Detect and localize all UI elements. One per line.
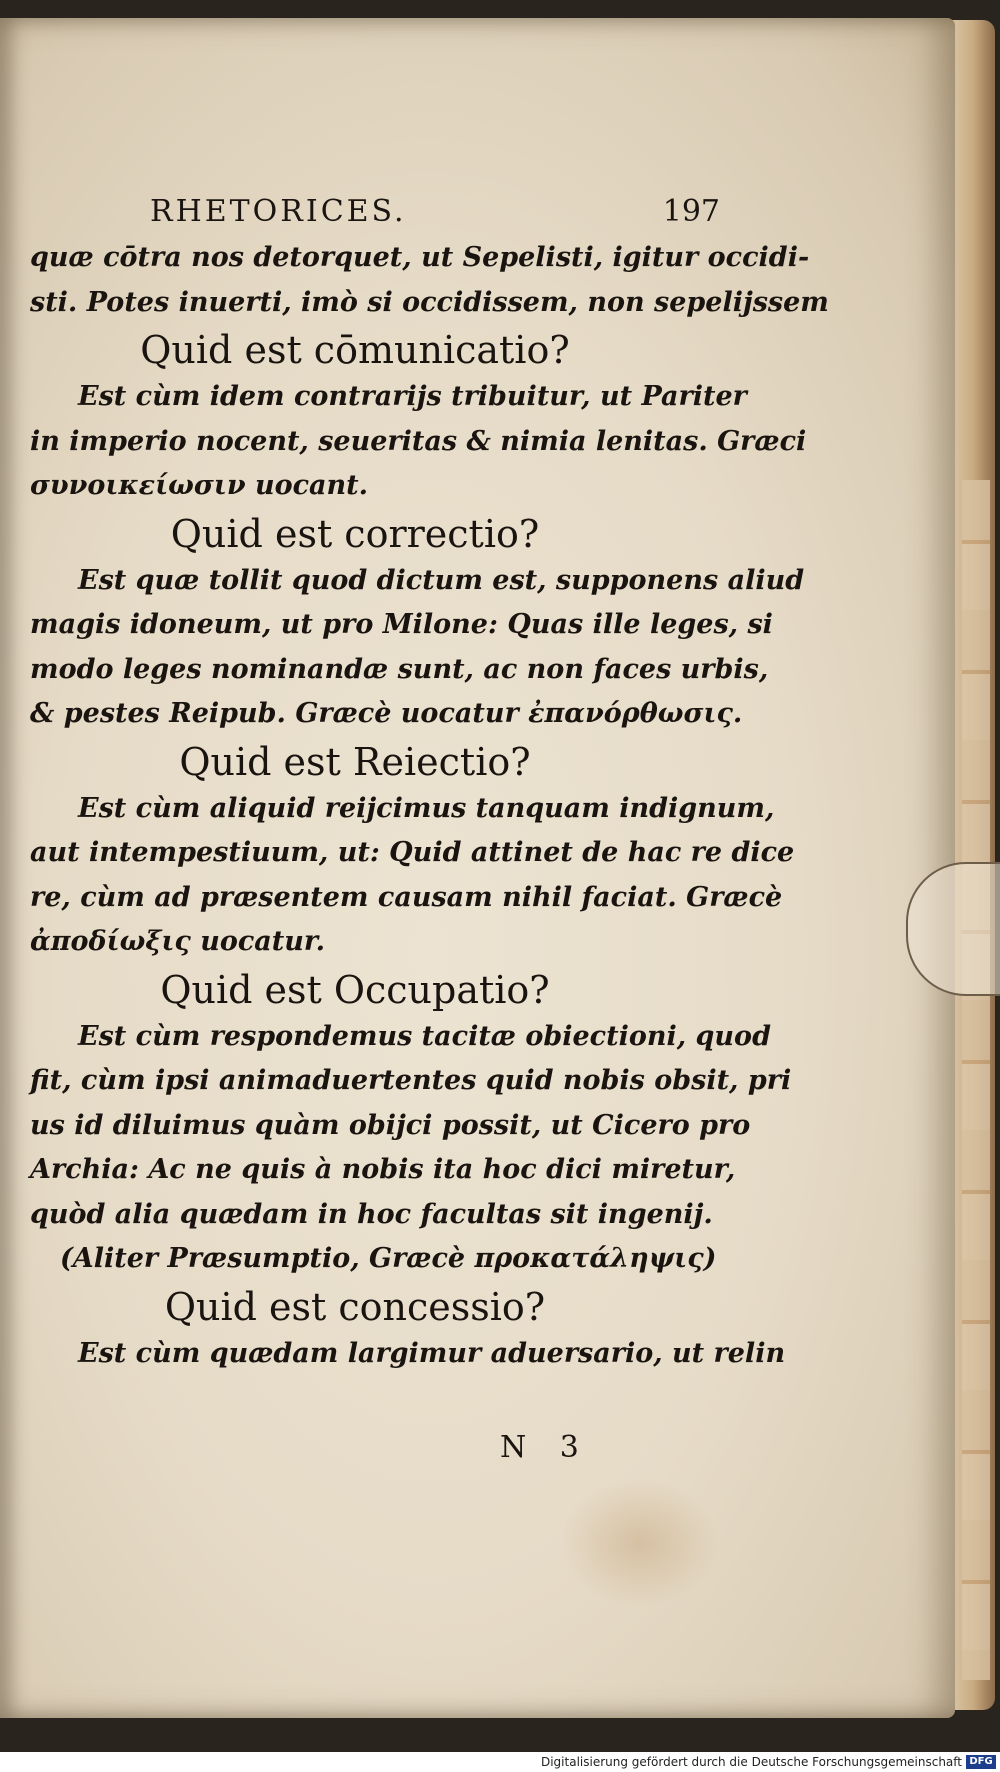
text-line: (Aliter Præsumptio, Græcè προκατάληψις) xyxy=(60,1243,717,1274)
text-line: Archia: Ac ne quis à nobis ita hoc dici miretur, xyxy=(30,1154,736,1185)
section-heading: Quid est Reiectio? xyxy=(179,739,531,784)
text-line: Est quæ tollit quod dictum est, supponens aliud xyxy=(78,564,805,596)
text-line: quæ cōtra nos detorquet, ut Sepelisti, igitur occidi- xyxy=(30,242,810,273)
footer-credit: Digitalisierung gefördert durch die Deutsche Forschungsgemeinschaft xyxy=(540,1755,962,1769)
digitization-footer xyxy=(0,1752,1000,1772)
page-edge-lines xyxy=(962,480,990,1680)
page-number: 197 xyxy=(662,194,720,229)
text-line: sti. Potes inuerti, imò si occidissem, non sepelijssem xyxy=(30,286,829,318)
section-heading: Quid est cōmunicatio? xyxy=(140,328,570,372)
text-line: aut intempestiuum, ut: Quid attinet de hac re dice xyxy=(30,837,795,868)
text-line: συνοικείωσιν uocant. xyxy=(30,470,369,501)
text-line: re, cùm ad præsentem causam nihil faciat. Græcè xyxy=(30,881,783,913)
text-line: us id diluimus quàm obijci possit, ut Cicero pro xyxy=(30,1109,751,1141)
text-line: ἀποδίωξις uocatur. xyxy=(30,926,326,957)
section-heading: Quid est correctio? xyxy=(170,511,540,556)
section-heading: Quid est concessio? xyxy=(164,1284,546,1329)
dfg-logo: DFG xyxy=(966,1755,996,1769)
page-header xyxy=(150,194,720,234)
text-line: in imperio nocent, seueritas & nimia lenitas. Græci xyxy=(30,425,807,457)
text-line: Est cùm quædam largimur aduersario, ut relin xyxy=(78,1337,786,1369)
section-heading: Quid est Occupatio? xyxy=(160,967,550,1012)
text-line: Est cùm idem contrarijs tribuitur, ut Pariter xyxy=(78,381,747,412)
book-page xyxy=(0,18,955,1718)
text-line: fit, cùm ipsi animaduertentes quid nobis obsit, pri xyxy=(30,1065,792,1096)
text-line: Est cùm aliquid reijcimus tanquam indignum, xyxy=(78,792,775,824)
running-title: RHETORICES. xyxy=(150,194,407,229)
text-line: & pestes Reipub. Græcè uocatur ἐπανόρθωσις. xyxy=(30,698,743,729)
text-line: modo leges nominandæ sunt, ac non faces urbis, xyxy=(30,653,769,685)
page-body-text xyxy=(30,236,829,1376)
signature-mark: N 3 xyxy=(500,1430,591,1465)
text-line: Est cùm respondemus tacitæ obiectioni, quod xyxy=(78,1020,771,1052)
foxing-stain xyxy=(560,1478,720,1608)
text-line: magis idoneum, ut pro Milone: Quas ille leges, si xyxy=(30,609,773,640)
text-line: quòd alia quædam in hoc facultas sit ingenij. xyxy=(30,1198,713,1230)
